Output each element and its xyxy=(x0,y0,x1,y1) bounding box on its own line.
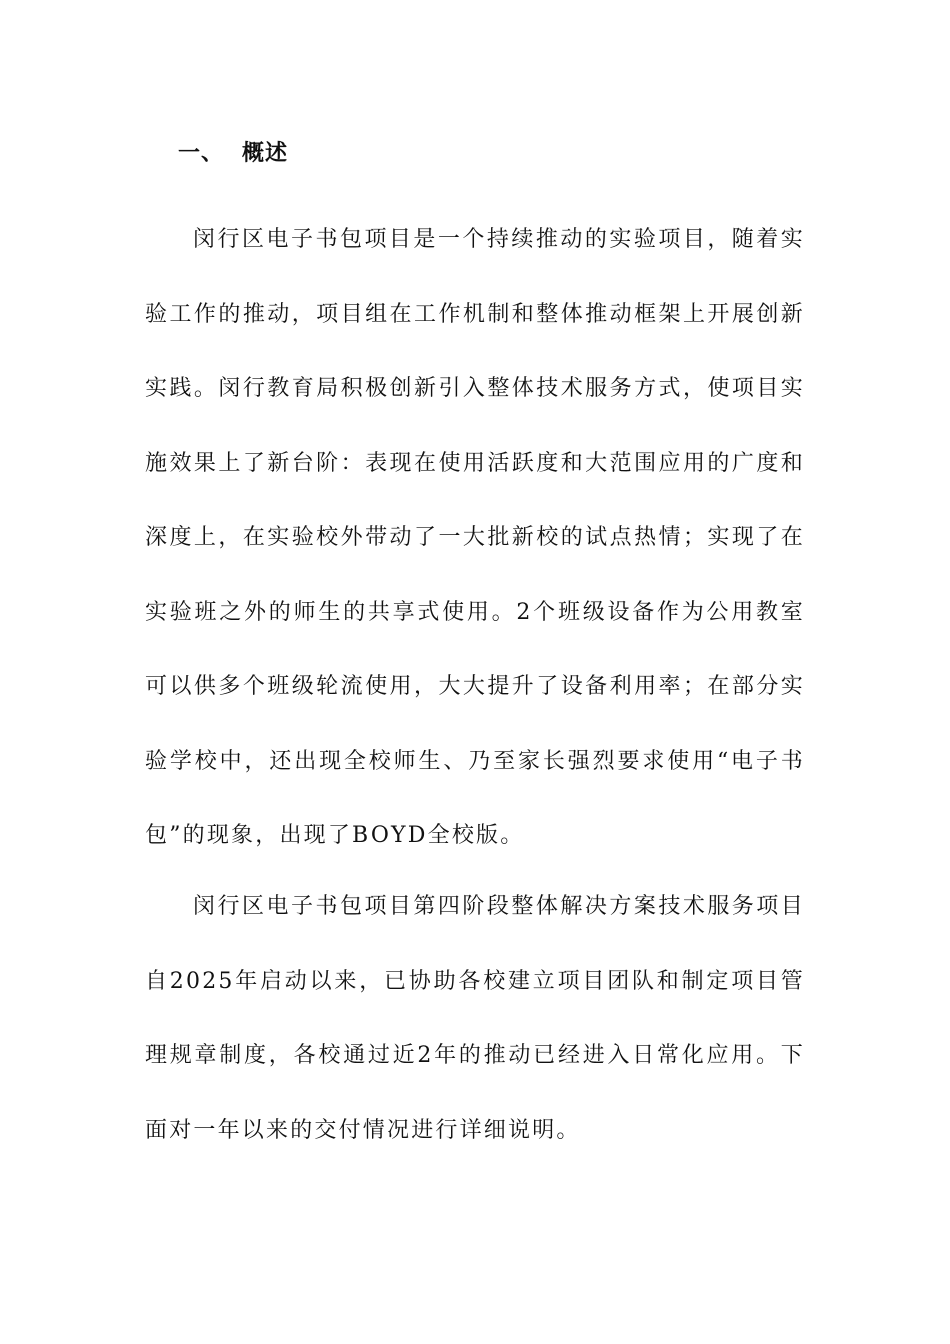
section-heading xyxy=(178,136,288,170)
section-number: 一、 xyxy=(178,140,225,166)
body-paragraph-2: 闵行区电子书包项目第四阶段整体解决方案技术服务项目自2025年启动以来，已协助各校建立项目团队和制定项目管理规章制度，各校通过近2年的推动已经进入日常化应用。下面对一年以来的交付情况进行详细说明。 xyxy=(145,894,805,1143)
body-paragraph-1: 闵行区电子书包项目是一个持续推动的实验项目，随着实验工作的推动，项目组在工作机制和整体推动框架上开展创新实践。闵行教育局积极创新引入整体技术服务方式，使项目实施效果上了新台阶：表现在使用活跃度和大范围应用的广度和深度上，在实验校外带动了一大批新校的试点热情；实现了在实验班之外的师生的共享式使用。2个班级设备作为公用教室可以供多个班级轮流使用，大大提升了设备利用率；在部分实验学校中，还出现全校师生、乃至家长强烈要求使用“电子书包”的现象，出现了BOYD全校版。 xyxy=(145,227,805,848)
section-title: 概述 xyxy=(242,140,289,166)
